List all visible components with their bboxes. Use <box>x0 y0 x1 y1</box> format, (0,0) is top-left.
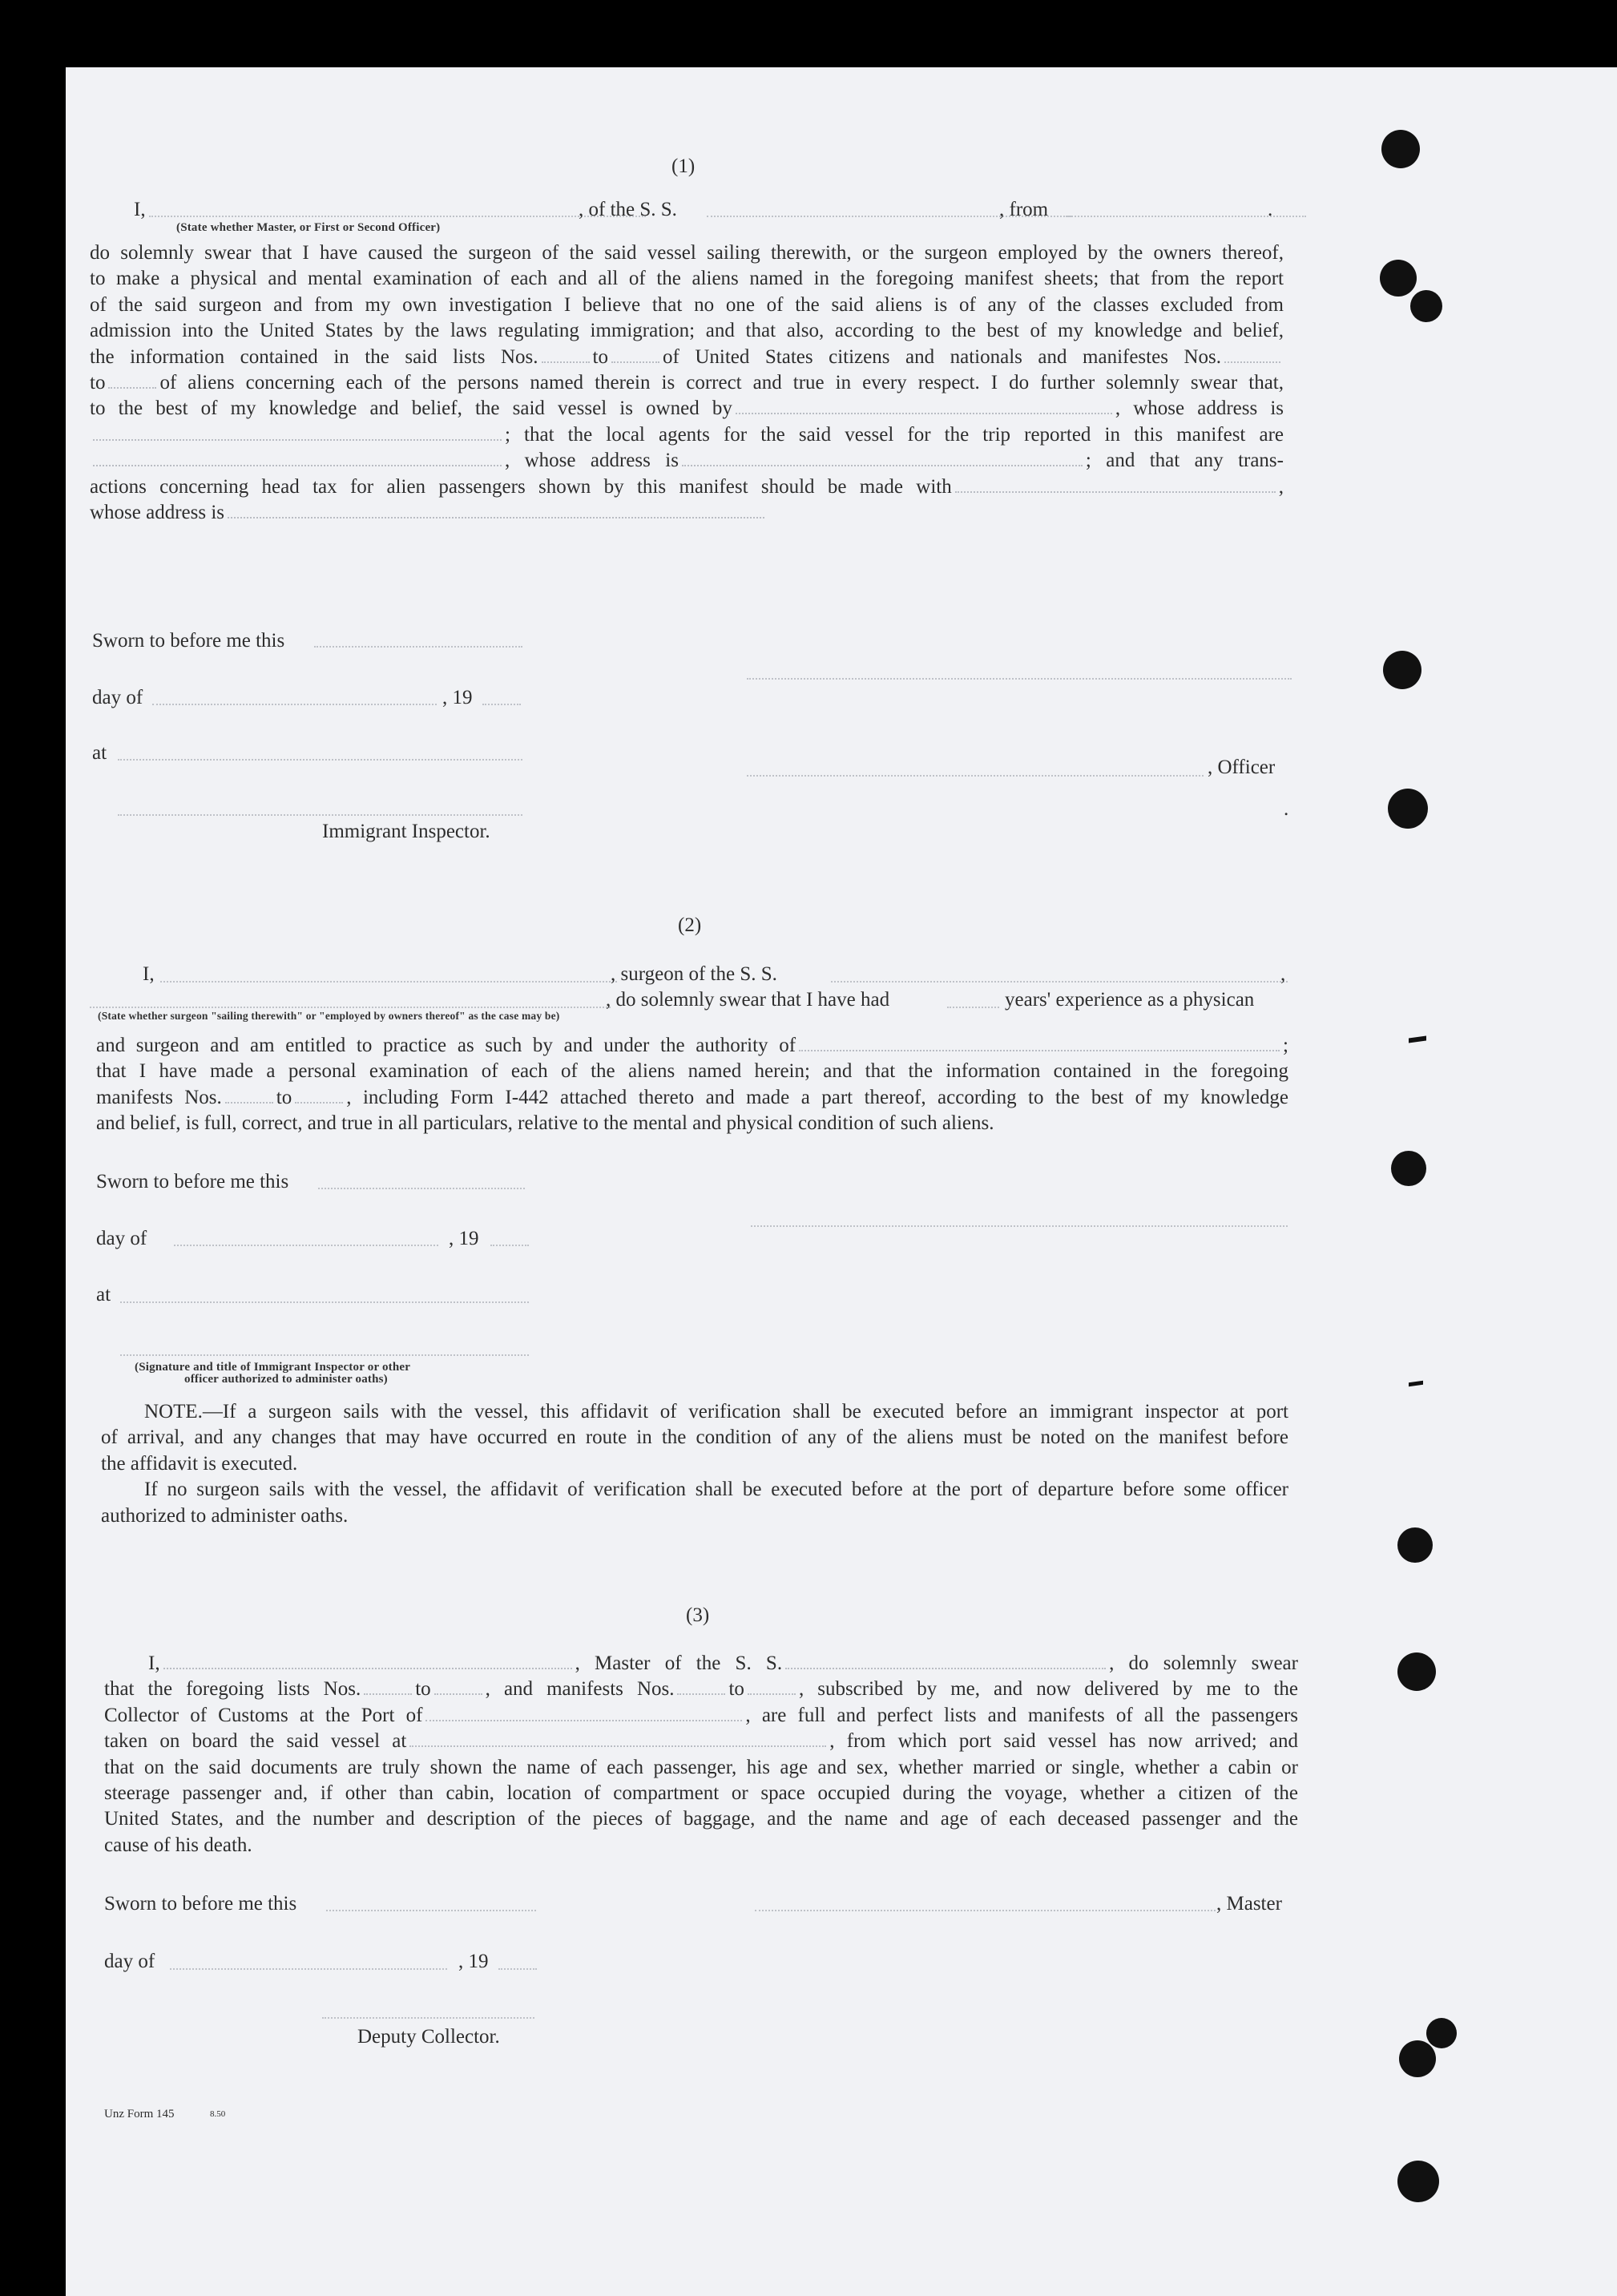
binder-hole <box>1380 260 1417 297</box>
at-label-1: at <box>92 742 107 764</box>
alien-manifests-to-field[interactable] <box>108 387 156 389</box>
oath-line: taken on board the said vessel at , from which port said vessel has now arrived; and <box>104 1730 1298 1753</box>
line-end: , <box>1280 963 1286 985</box>
alien-manifests-from-field[interactable] <box>1224 361 1280 363</box>
surgeon-status-field[interactable] <box>90 1007 611 1008</box>
section-2-number: (2) <box>678 914 702 936</box>
binder-hole <box>1381 130 1420 168</box>
form-number: Unz Form 145 <box>104 2108 175 2120</box>
oath-line: that the foregoing lists Nos. to , and manifests Nos. to , subscribed by me, and now delivered by me to the <box>104 1678 1298 1701</box>
officer-rank-note: (State whether Master, or First or Second Officer) <box>176 221 441 234</box>
from-label: , from <box>999 199 1049 220</box>
sworn-label-3: Sworn to before me this <box>104 1893 297 1915</box>
surgeon-manifests-to-field[interactable] <box>295 1102 343 1104</box>
master-lists-from-field[interactable] <box>364 1693 412 1695</box>
oath-line: , whose address is ; and that any trans- <box>90 448 1284 474</box>
day-of-field-3[interactable] <box>170 1968 447 1970</box>
binder-hole <box>1397 1652 1436 1691</box>
oath-line: whose address is <box>90 500 1284 526</box>
owner-address-field[interactable] <box>93 439 502 441</box>
officer-signature-line-1[interactable] <box>747 678 1292 680</box>
binder-hole <box>1388 789 1428 829</box>
edge-notch-mark <box>1409 1381 1423 1387</box>
citizen-lists-from-field[interactable] <box>542 361 590 363</box>
day-of-label-2: day of <box>96 1228 147 1249</box>
deputy-signature-line[interactable] <box>322 2017 534 2019</box>
binder-hole <box>1399 2040 1436 2077</box>
years-experience-field[interactable] <box>947 1007 999 1008</box>
oath-line: Collector of Customs at the Port of , are full and perfect lists and manifests of all the passengers <box>104 1704 1298 1726</box>
surgeon-vessel-field[interactable] <box>831 981 1288 983</box>
note-line: of arrival, and any changes that may have occurred en route in the condition of any of the aliens must be noted on the manifest before <box>101 1426 1288 1449</box>
surgeon-manifests-from-field[interactable] <box>225 1102 273 1104</box>
at-place-field-2[interactable] <box>120 1301 529 1303</box>
surgeon-signature-line[interactable] <box>751 1225 1288 1227</box>
year-field-2[interactable] <box>490 1245 529 1246</box>
surgeon-name-label: I, <box>143 963 155 985</box>
binder-hole <box>1391 1151 1426 1186</box>
section-3-oath-text <box>104 1651 1298 1858</box>
surgeon-of-ss-label: , surgeon of the S. S. <box>611 963 777 985</box>
sworn-day-field-1[interactable] <box>314 646 522 648</box>
year-field-1[interactable] <box>482 704 521 705</box>
master-signature-line[interactable] <box>755 1910 1216 1911</box>
oath-line: United States, and the number and description of the pieces of baggage, and the name and age of each deceased passenger and the <box>104 1808 1298 1830</box>
day-of-field-2[interactable] <box>174 1245 438 1246</box>
sworn-label-1: Sworn to before me this <box>92 630 285 652</box>
oath-line: that I have made a personal examination of each of the aliens named herein; and that the information contained in the foregoing <box>96 1060 1288 1083</box>
day-of-field-1[interactable] <box>152 704 437 705</box>
section-2-oath-text <box>96 1033 1288 1137</box>
sworn-day-field-3[interactable] <box>326 1910 536 1911</box>
year-label-2: , 19 <box>449 1228 479 1249</box>
oath-line: admission into the United States by the laws regulating immigration; and that also, according to the best of my knowledge and belief, <box>90 320 1284 342</box>
oath-line: manifests Nos. to , including Form I-442 attached thereto and made a part thereof, according to the best of my knowledge <box>96 1086 1288 1108</box>
binder-hole <box>1397 1527 1433 1563</box>
oath-line: to of aliens concerning each of the persons named therein is correct and true in every respect. I do further solemnly swear that, <box>90 372 1284 394</box>
inspector-signature-line-2[interactable] <box>120 1354 529 1356</box>
oath-line: that on the said documents are truly shown the name of each passenger, his age and sex, whether married or single, whether a cabin or <box>104 1756 1298 1778</box>
binder-hole <box>1397 2161 1439 2202</box>
oath-line: I, , Master of the S. S. , do solemnly swear <box>148 1652 1298 1674</box>
oath-line: steerage passenger and, if other than cabin, location of compartment or space occupied during the voyage, whether a citizen of the <box>104 1782 1298 1805</box>
officer-name-field[interactable] <box>149 216 646 217</box>
day-of-label-1: day of <box>92 687 143 708</box>
practice-authority-field[interactable] <box>799 1050 1280 1051</box>
at-place-field-1[interactable] <box>118 759 522 761</box>
vessel-owner-field[interactable] <box>736 413 1112 414</box>
agents-address-field[interactable] <box>682 465 1083 466</box>
officer-title-label: , Officer <box>1208 757 1276 778</box>
officer-name-label: I, <box>134 199 146 220</box>
citizen-lists-to-field[interactable] <box>611 361 659 363</box>
master-title-label: , Master <box>1216 1893 1282 1915</box>
oath-line: actions concerning head tax for alien passengers shown by this manifest should be made with , <box>90 475 1284 498</box>
surgeon-status-note: (State whether surgeon "sailing therewith" or "employed by owners thereof" as the case may be) <box>98 1010 560 1022</box>
year-field-3[interactable] <box>498 1968 537 1970</box>
section-1-oath-text <box>90 240 1284 526</box>
manifest-verification-form <box>66 67 1617 2296</box>
note-line: If no surgeon sails with the vessel, the affidavit of verification shall be executed before at the port of departure before some officer <box>144 1479 1288 1501</box>
edge-notch-mark <box>1409 1035 1426 1043</box>
head-tax-contact-field[interactable] <box>955 491 1276 493</box>
of-ss-label: , of the S. S. <box>579 199 677 220</box>
oath-line: and surgeon and am entitled to practice as such by and under the authority of ; <box>96 1035 1288 1056</box>
officer-signature-line-2[interactable] <box>747 775 1204 777</box>
signature-note-2: officer authorized to administer oaths) <box>184 1373 388 1386</box>
year-label-3: , 19 <box>458 1951 489 1972</box>
binder-hole <box>1383 651 1421 689</box>
boarding-port-field[interactable] <box>409 1745 826 1747</box>
master-name-field[interactable] <box>163 1668 572 1669</box>
inspector-signature-line[interactable] <box>118 814 522 816</box>
sworn-label-2: Sworn to before me this <box>96 1171 289 1192</box>
oath-line: cause of his death. <box>104 1834 252 1856</box>
years-experience-label: , do solemnly swear that I have had <box>606 989 890 1011</box>
oath-line: of the said surgeon and from my own investigation I believe that no one of the said aliens is of any of the classes excluded from <box>90 293 1284 316</box>
at-label-2: at <box>96 1284 111 1305</box>
section-3-number: (3) <box>686 1604 710 1626</box>
immigrant-inspector-label: Immigrant Inspector. <box>322 821 490 842</box>
note-line: NOTE.—If a surgeon sails with the vessel, this affidavit of verification shall be executed before an immigrant inspector at port <box>144 1401 1288 1422</box>
head-tax-contact-address-field[interactable] <box>228 517 764 519</box>
section-1-number: (1) <box>671 155 696 177</box>
master-vessel-field[interactable] <box>785 1668 1106 1669</box>
line-end: . <box>1268 199 1273 220</box>
master-manifests-to-field[interactable] <box>748 1693 796 1695</box>
signature-note-1: (Signature and title of Immigrant Inspector or other <box>135 1361 411 1374</box>
year-label-1: , 19 <box>442 687 473 708</box>
oath-line: to the best of my knowledge and belief, the said vessel is owned by , whose address is <box>90 397 1284 420</box>
oath-line: the information contained in the said lists Nos. to of United States citizens and nationals and manifestes Nos. <box>90 345 1284 370</box>
physician-label: years' experience as a physican <box>1005 989 1255 1011</box>
surgeon-note-text <box>101 1399 1288 1529</box>
trailing-period: . <box>1284 798 1289 820</box>
day-of-label-3: day of <box>104 1951 155 1972</box>
oath-line: to make a physical and mental examination of each and all of the aliens named in the foregoing manifest sheets; that from the report <box>90 268 1284 290</box>
form-code: 8.50 <box>210 2109 226 2119</box>
oath-line: do solemnly swear that I have caused the surgeon of the said vessel sailing therewith, or the surgeon employed by the owners thereof, <box>90 242 1284 264</box>
deputy-collector-label: Deputy Collector. <box>357 2026 500 2048</box>
binder-hole <box>1426 2018 1457 2048</box>
master-lists-to-field[interactable] <box>434 1693 482 1695</box>
oath-line: ; that the local agents for the said vessel for the trip reported in this manifest are <box>90 422 1284 448</box>
local-agents-field[interactable] <box>93 465 502 466</box>
binder-hole <box>1410 290 1442 322</box>
oath-line: and belief, is full, correct, and true in all particulars, relative to the mental and physical condition of such aliens. <box>96 1112 994 1135</box>
customs-port-field[interactable] <box>425 1720 742 1721</box>
master-manifests-from-field[interactable] <box>677 1693 725 1695</box>
note-line: authorized to administer oaths. <box>101 1504 349 1527</box>
sworn-day-field-2[interactable] <box>318 1188 525 1189</box>
surgeon-name-field[interactable] <box>160 981 617 983</box>
note-line: the affidavit is executed. <box>101 1452 298 1475</box>
